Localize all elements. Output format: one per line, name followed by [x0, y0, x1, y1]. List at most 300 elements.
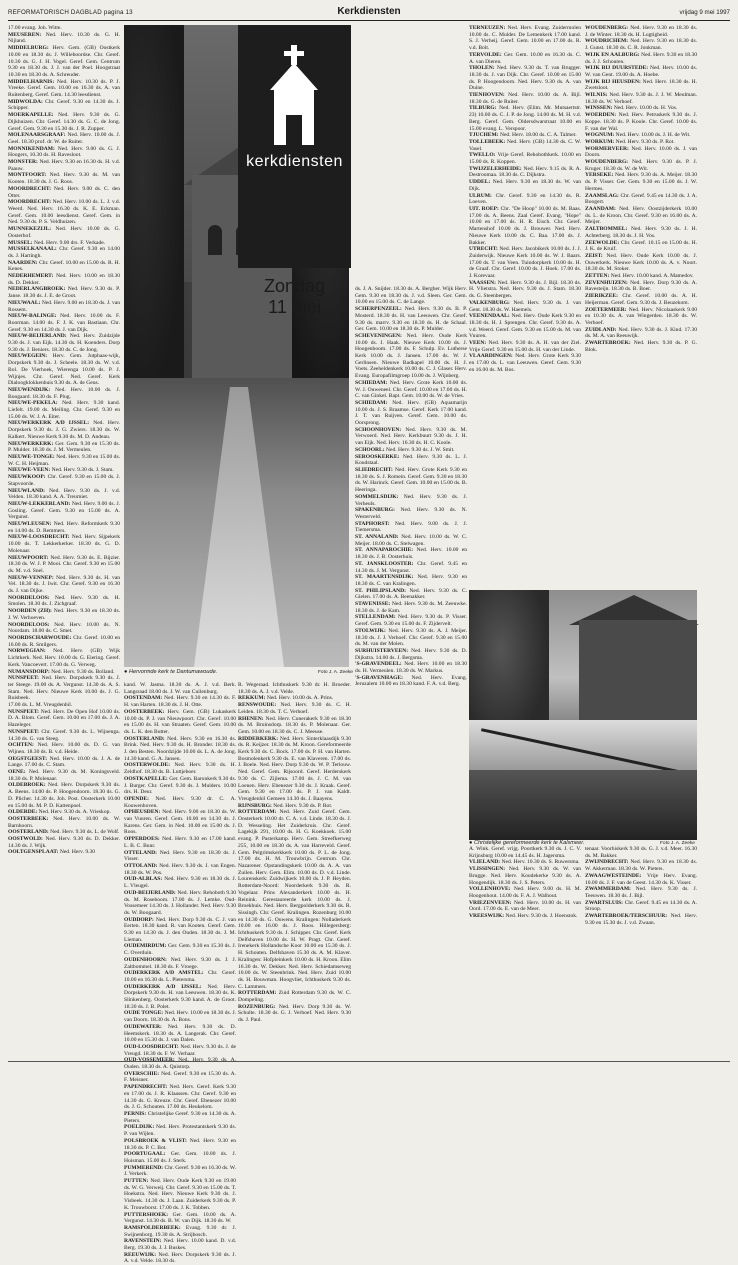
service-details: Ned. Herv. 9.30 ds. D. Heemskerk. 18.30 ds. A. Langerak. Chr. Geref. 10.00 en 15.30 ds. J. van Dalen.: [124, 1023, 236, 1044]
service-details: Ned. Herv. 9.30 ds. M. van Kooten. 18.30 ds. J. G. Roos.: [8, 172, 121, 186]
service-entry: [124, 709, 236, 736]
service-day: Zondag: [263, 276, 326, 296]
place-name: YERSEKE:: [585, 172, 615, 179]
service-details: Ned. Herv. 10.00 en 18.30 ds. D. Dekker.: [8, 273, 120, 286]
service-entry: [469, 105, 581, 132]
service-entry: [469, 913, 581, 920]
service-entry: [355, 588, 467, 601]
service-entry: [124, 762, 236, 775]
service-entry: [8, 454, 120, 467]
service-details: Ned. Herv. 9.30 ds. J. W. Smit.: [385, 446, 455, 453]
service-entry: [585, 240, 697, 253]
service-details: Ned. Herv. 9.30 dr. C. A. Kouwenhoven.: [124, 795, 236, 809]
service-entry: [8, 595, 120, 608]
service-details: Christelijke Geref. 9.30 en 14.30 ds. A. Pieters.: [124, 1111, 237, 1124]
service-details: Ger. Gem. 10.00 ds. J. Huisman. 15.00 ds. J. Sterk.: [124, 1151, 236, 1164]
service-entry: [355, 494, 467, 507]
service-details: Ned. Herv. Evang. Zuidermolen 10.00 ds. C. Mulder. De Lemenkerk 17.00 kand. S. J. Verheij. Geref. Gem. 10.00 en 17.00 ds. R. v.d. Bolt.: [469, 25, 581, 52]
place-name: OPENDE:: [124, 795, 156, 802]
service-details: Chr. Geref. 9.30 ds. L. Wijnenga. 14.30 ds. G. van Steeg.: [8, 728, 120, 742]
place-name: VOLLENHOVE:: [469, 886, 514, 893]
place-name: OTTELAND:: [124, 849, 160, 856]
place-name: NIEUWE-PEKELA:: [8, 400, 63, 407]
service-details: Chr. Geref. 10.00 ds. A. H. Heijerman. Geref. Gem. 9.30 ds. J. Beuzekom.: [585, 293, 697, 306]
place-name: PERNIS:: [124, 1111, 148, 1117]
place-name: ZWAMMERDAM:: [585, 886, 636, 893]
place-name: WIJK BIJ DUURSTEDE:: [585, 65, 650, 72]
place-name: 'S-GRAVENHAGE:: [355, 674, 412, 681]
place-name: NIEUWLEUSEN:: [8, 521, 54, 528]
service-entry: [585, 79, 697, 92]
service-entry: [238, 682, 351, 695]
service-entry: [355, 601, 467, 614]
place-name: ST. ANNAPAROCHIE:: [355, 547, 417, 554]
place-name: MUSSELKANAAL:: [8, 246, 60, 253]
service-entry: [469, 52, 581, 65]
service-details: Ger. Gem. Baronkerk 9.30 ds. J. Burger. Chr. Geref. 9.30 ds. J. Mulders. 10.00 drs. H. Deur.: [124, 775, 236, 796]
service-details: Chr. Geref. 9.30 en 14.30 ds. R. Loeven.: [469, 192, 582, 206]
place-name: NIEUWERKERK A/D IJSSEL:: [8, 420, 94, 427]
listing-column-5-lower: [469, 846, 581, 1056]
service-entry: [585, 159, 697, 172]
place-name: OTTOLAND:: [124, 862, 160, 869]
service-details: Ned. Herv. 9.30 en 15.00 ds. W. C. H. Heijman.: [8, 454, 121, 467]
service-entry: [355, 447, 467, 454]
service-entry: [124, 1252, 236, 1265]
service-entry: [469, 152, 581, 165]
place-name: ZAAMSLAG:: [585, 192, 621, 199]
service-details: Ned. Herv. 9.00 ds. H. M. Hoogenhout. 14.00 ds. F. A. J. Walhout.: [469, 886, 581, 899]
place-name: OOSTERBEEK:: [8, 815, 54, 822]
service-details: Ned. Herv. 9.00 en 18.30 ds. J. van Rossem.: [8, 299, 120, 313]
place-name: NIEUWERKERK:: [8, 440, 56, 447]
service-entry: [238, 695, 351, 702]
service-details: Herv. Gem. (GB) Oostkerk 10.00 en 18.30 ds. J. Willeboordse. Chr. Geref. 10.30 ds. G. J. H. Vogel. Geref. Gem. Centrum 9.30 en 18.30 ds. J. J. van der Poel. Hoogstraat 10.30 en 18.30 ds. A. Schreuder.: [8, 45, 120, 78]
place-name: ST. JANSKLOOSTER:: [355, 560, 418, 567]
service-entry: [469, 139, 581, 152]
service-entry: [585, 913, 697, 926]
service-entry: [8, 648, 120, 668]
service-details: Ger. Gem. 9.30 en 15.30 ds. J. C. Overduin.: [124, 943, 236, 957]
service-details: Ned. Herv. Zuid Geref. Gem. Oosterkerk 10.00 dr. C. A. v.d. Linde. 18.30 ds. J. D. Wesseling. Het Zuiderkruis. Chr. Geref. Lagekijk 291, 10.00 ds. H. G. Koekkoek. 15.00 evang. P. Pasterkamp. Herv. Gem. Streefkerweg 255, 10.00 en 18.30 ds. A. van Harreveld. Geref. Gem. Pelgrimskerkkerk 10.00 ds. P. L. de Jong. 17.00 ds. H. M. Trouwbrijn. Centrum. Chr. Nazarener. Opstandingskerk 10.00 ds. A. A. van Zuilen. Herv. Gem. Elim. 10.00 ds. D. v.d. Linde. Lourenskerk: Zuidwijkerk 10.00 ds. J. P. Heyden. Rotterdam-Noord: Noorderkerk 9.30 ds. R. Vogelaar. Prins Alexanderkerk 10.00 ds. H. Reinink. Gerestaureerde kerk 10.00 ds. J. Broekhuis. Ned. Herv. Bergpolderkerk 9.30 ds. R. Sissingh. Chr. Geref. Kralingen. Rozenburg 10.00 en 14.30 ds. G. Ouwens. Kralingen: Nolladerkerk 10.00 en 16.00 ds. J. Roos. Hillegersberg: Ichthuskerk 9.30 ds. J. Schipper. Chr. Geref. Kerk Delfshaven 10.00 ds. H. W. Pragt. Chr. Geref. Irenekerk Hollandsche Koor 10.00 en 15.30 ds. J. H. Schouten. Delfshaven 15.30 ds. A. M. Klaver. Kralingen: Hofpleinkerk 10.00 ds. H. Kroon. Elim 16.30 ds. W. Dekker. Ned. Herv. Schiedamseweg 10.00 ds. W. Steenbrink. Ned. Herv. Zuid 10.00 ds. H. Bouwman. Hoogvliet, Ichthuskerk 9.30 ds. C. Lammers.: [238, 809, 352, 990]
service-details: Ned. Herv. 9.30 ds. J. J. W. Meulman. 18.30 ds. W. Verhoef.: [585, 92, 697, 105]
church-photo-credit: Foto J. A. Zeeke: [318, 670, 353, 675]
service-details: Ned. Herv. 9.00 ds. G. J. Hoogers, 10.30 ds. H. Ravesloot.: [8, 145, 120, 159]
service-entry: [585, 340, 697, 353]
service-details: kand. W. Jasma. 18.30 ds. A. J. v.d. Berk. Langsraad 18.00 ds. J. W. van Cuilenburg.: [124, 682, 236, 695]
place-name: NIEUWKOOP:: [8, 474, 48, 481]
place-name: NIEUWEGEIN:: [8, 353, 53, 360]
service-entry: [238, 702, 351, 715]
service-details: Ned. Herv. 10.00 ds. W. C. Meijer. 18.00 ds. C. Stelwagen.: [355, 534, 467, 547]
place-name: NOORDELOOS:: [8, 621, 55, 628]
place-name: NOORDSCHARWOUDE:: [8, 634, 74, 641]
place-name: ZWAAGWESTEINDE:: [585, 872, 648, 879]
place-name: MONTFOORT:: [8, 172, 50, 179]
church-icon: [260, 45, 328, 145]
service-entry: [238, 990, 351, 1003]
service-entry: [469, 193, 581, 206]
service-details: Ned. Herv. 9.30 ds. J. J. Zaltbommel. 18.30 ds. F. Vroege.: [124, 956, 236, 970]
service-details: Ned. Herv. 10.00 ds. H. van Oord. 17.00 ds. E. van de Meer.: [469, 899, 581, 913]
service-details: Ned. Herv. 9.30 en 18.30 ds. J. L. Vleugel.: [124, 876, 236, 890]
service-entry: [8, 849, 120, 856]
service-details: Ned. Herv. 10.00 ds. D. G. van Wijnen. 18.30 ds. B. v.d. Heide.: [8, 742, 121, 755]
service-details: Ned. Herv. 10.00 kand. A. Mamedov.: [610, 273, 694, 280]
service-entry: [469, 313, 581, 340]
place-name: ST. PHILIPSLAND:: [355, 587, 410, 594]
service-entry: [124, 1057, 236, 1070]
service-entry: [238, 1004, 351, 1024]
service-details: Ned. Herv. 9.30 ds. P. J. Kruger. 18.30 ds. W. de Wit.: [585, 159, 697, 172]
listing-column-4: [355, 286, 467, 1056]
service-entry: [124, 1165, 236, 1178]
kalsmeer-photo-credit: Foto J. A. Zeeke: [660, 841, 695, 846]
service-entry: [469, 886, 581, 899]
service-entry: [124, 695, 236, 708]
place-name: OENE:: [8, 769, 29, 776]
listing-column-5: [469, 25, 581, 605]
service-entry: [585, 112, 697, 132]
service-details: Ned. Herv. 10.00 ds. N. Noordam. 18.00 ds. C. Smet.: [8, 621, 120, 635]
service-entry: [8, 729, 120, 742]
kalsmeer-photo-caption: ● Christelijke gereformeerde kerk te Kalsmeer.: [469, 840, 585, 846]
service-details: Ned. Herv. Grote Kerk 9.30 en 18.30 ds. S. J. Romein. Geref. Gem. 9.30 en 18.30 ds. W. Harinck. Geref. Gem. 10.00 en 15.00 ds. B. Heeringa.: [355, 466, 468, 494]
service-details: Ned. Herv. 9.30 en 14.30 ds. F. H. van Harten. 18.30 ds. J. H. Otte.: [124, 695, 236, 709]
service-entry: [124, 1071, 236, 1084]
place-name: NIEUWLAND:: [8, 487, 50, 494]
service-details: tenaar. Voorhiskerk 9.30 ds. G. J. v.d. Meer. 16.30 ds. M. Bakker.: [585, 846, 697, 859]
service-entry: [8, 742, 120, 755]
service-entry: [124, 682, 236, 695]
service-details: Ned. Herv. Dorp 9.30 ds. C. J. van Eerten. 18.30 kand. R. van Kooten. Geref. Gem. 9.30 en 14.30 ds. J. den Ouden. 18.30 ds. J. M. Lieman.: [124, 916, 236, 943]
service-details: Ned. Herv. 9.30 ds. A. H. van der Ziel. Vrije Geref. 9.30 en 15.00 ds. H. van der Linde.: [469, 340, 581, 353]
place-name: WOUDENBERG:: [585, 159, 632, 166]
service-details: Ned. Herv. 9.30 en 18.30 ds. C. van Kralingen.: [355, 574, 467, 587]
service-entry: [585, 139, 697, 146]
logo-word: kerkdiensten: [246, 153, 343, 170]
service-entry: [469, 280, 581, 300]
service-entry: [8, 172, 120, 185]
service-entry: [124, 1124, 236, 1137]
place-name: NIEUW-VENNEP:: [8, 574, 57, 581]
service-entry: [238, 736, 351, 803]
place-name: OOLTGENSPLAAT:: [8, 849, 60, 856]
service-entry: [238, 809, 351, 990]
place-name: OOSTERLAND:: [8, 829, 51, 836]
service-details: Ned. Herv. 9.30 ds. A. J. Meijer. 18.30 ds. J. J. Verhoef. Chr. Geref. 9.30 en 15.00 ds. M. van der Molen.: [355, 627, 467, 648]
service-details: Ned. Herv. Grote Kerk 10.00 ds. W. J. Ouweneel. Chr. Geref. 10.00 en 17.00 ds. H. C. van Ginkel. Bapt. Gem. 10.00 ds. W. de Vries.: [355, 379, 467, 400]
place-name: OLDERDE:: [8, 809, 39, 816]
service-entry: [8, 756, 120, 769]
place-name: MEUSEREN:: [8, 31, 46, 38]
service-details: Ned. Herv. 9.30 ds. A. Vrieskop.: [38, 809, 111, 816]
service-entry: [8, 675, 120, 702]
place-name: STAVENISSE:: [355, 601, 392, 608]
listing-column-1: [8, 25, 120, 1055]
service-entry: [585, 280, 697, 293]
service-details: Ned. Herv. 10.00 ds. A. Prins.: [266, 695, 334, 702]
service-details: Ned. Herv. Jacobikerk 10.00 ds. J. J. Zuiderwijk. Nieuwe Kerk 10.00 ds. W. J. Baars. 17.00 ds. T. van Veen. Tuindorpkerk 10.00 ds. H. de Graaf. Chr. Geref. 10.00 ds. J. Hoek. 17.00 ds. J. Korevaar.: [469, 246, 581, 280]
service-entry: [124, 1010, 236, 1023]
service-details: Ned. Herv. 9.30 ds. J. de Vreugd. 18.30 ds. F. W. Verhaar.: [124, 1043, 237, 1057]
place-name: PUMMEREND:: [124, 1164, 165, 1171]
service-entry: [355, 561, 467, 574]
service-details: Ned. Herv. 18.00 ds. C. A. Talmer.: [499, 132, 577, 139]
service-entry: [585, 253, 697, 273]
service-entry: [238, 716, 351, 736]
service-details: Chr. Geref. 9.45 en 14.30 ds. A. Stroop.: [585, 899, 698, 913]
service-entry: [8, 702, 120, 709]
place-name: NEDERLANGBROEK:: [8, 286, 68, 293]
service-details: Ned. Herv. 9.30: [59, 849, 96, 856]
service-entry: [124, 1238, 236, 1251]
place-name: ZOETERMEER:: [585, 306, 629, 313]
place-name: VALKENBURG:: [469, 299, 514, 306]
service-entry: [8, 782, 120, 809]
place-name: RHENEN:: [238, 715, 266, 722]
service-details: A. Wink. Geref. vrijg. Poortkerk 9.30 ds. J. C. V. Krijnsburg 10.00 en 14.45 ds. H. Jagersma.: [469, 846, 581, 859]
service-entry: [585, 105, 697, 112]
place-name: TERVOLDE:: [469, 51, 504, 58]
place-name: MOERKAPELLE:: [8, 112, 59, 119]
service-details: Ned. Herv. 9.30 ds. N. Westerveld.: [355, 507, 467, 520]
place-name: ZWIJNDRECHT:: [585, 859, 631, 866]
service-details: Ned. Herv. Oostzijderkerk 10.00 ds. L. de Kroon. Chr. Geref. 9.30 en 16.00 ds. A. Meijer.: [585, 205, 697, 226]
place-name: TWELLO:: [469, 152, 498, 159]
place-name: REKKUM:: [238, 695, 267, 702]
place-name: REEUWIJK:: [124, 1251, 159, 1258]
service-entry: [469, 353, 581, 373]
place-name: OOSTENDAM:: [124, 695, 165, 702]
service-entry: [124, 943, 236, 956]
place-name: ROZENBURG:: [238, 1003, 279, 1010]
service-details: Ned. Herv. Zuidzijde 9.30 ds. J. van Eijk. 14.30 ds. H. Koenders. Dorp 9.30 ds. J. Beniers. 18.30 ds. C. de Jong.: [8, 333, 121, 353]
service-entry: [585, 38, 697, 51]
service-details: Chr. Geref. 9.45 en 14.30 ds. J. A. Boogert.: [585, 192, 697, 206]
service-details: Ned. Herv. Oude Kerk 10.00 ds. J. Ouwerkerk. Nieuwe Kerk 10.00 ds. A. v. Noort. 18.30 ds. M. Stoker.: [585, 252, 697, 273]
service-entry: [355, 574, 467, 587]
service-entry: [355, 521, 467, 534]
place-name: NIEUW-LEKKERLAND:: [8, 500, 72, 507]
place-name: ULRUM:: [469, 192, 496, 199]
service-entry: [124, 1084, 236, 1111]
service-entry: [355, 648, 467, 661]
service-entry: [8, 226, 120, 239]
place-name: PUTTERSHOEK:: [124, 1211, 173, 1218]
service-details: Ned. Herv. Rehoboth 9.30 ds. M. Roseboom. 17.00 ds. J. Lemke. Oud-Vossemeer 14.30 ds. J. Hollander. Ned. Herv. 9.30 ds. W. Boogaard.: [124, 889, 236, 916]
service-entry: [355, 534, 467, 547]
place-name: TOLLEBEEK:: [469, 138, 507, 145]
service-details: Ned. Herv. 10.00 ds. F. Roorman. 14.00 ds. F. J. K. van Bastiaan. Chr. Geref. 9.30 en 14.30 ds. J. van Dijk.: [8, 313, 120, 333]
service-entry: [355, 467, 467, 494]
service-details: Ned. Herv. Dorp 9.30 ds. W. Schulte. 18.30 ds. G. J. Verhoef. Ned. Herv. 9.30 ds. J. Paul.: [238, 1003, 351, 1024]
place-name: OUDE TONGE:: [124, 1010, 165, 1017]
place-name: NUNSPEET:: [8, 708, 41, 715]
place-name: NUMANSDORP:: [8, 668, 52, 675]
service-entry: [124, 776, 236, 796]
service-entry: [8, 809, 120, 816]
place-name: NIEUWAAL:: [8, 299, 42, 306]
service-details: Ned. Herv. Reformkerk 9.30 en 14.00 ds. D. Remmers.: [8, 521, 120, 534]
service-details: Ned. Herv. 9.30 ds. J. Verheuls.: [355, 493, 467, 507]
place-name: OVERSCHIE:: [124, 1070, 162, 1077]
place-name: NIEUW-BEIJERLAND:: [8, 333, 70, 340]
place-name: VEENENDAAL:: [469, 313, 512, 320]
service-details: Ned. Herv. 9.30 ds. P. Visser. Geref. Gem. 9.30 en 15.00 ds. F. Zijdervelt.: [355, 614, 467, 628]
place-name: SEROOSKERKE:: [355, 453, 403, 460]
service-details: Ned. Herv. 10.00 en 18.30 ds. H. Vermeulen. 18.30 ds. W. Markus.: [355, 661, 467, 675]
place-name: WOUDENBERG:: [585, 25, 631, 31]
place-name: SCHERPENZEEL:: [355, 306, 405, 313]
place-name: ZIERIKZEE:: [585, 293, 623, 300]
service-details: Ned. Herv. 9.30 ds. H. Zeldhof. 18.30 ds. B. Luttjeboer.: [124, 762, 236, 776]
place-name: ROTTERDAM:: [238, 809, 280, 816]
listing-column-6-lower: [585, 846, 697, 1056]
service-entry: [585, 859, 697, 872]
service-details: Ned. Herv. Dorpskerk 9.30 ds. J. ter Steege. 19.00 ds. A. Vergunst. 14.30 ds. A. S. Stam. Ned. Herv. Nieuwe Kerk 10.00 ds. J. G. Ruisbeek.: [8, 675, 120, 702]
service-entry: [355, 306, 467, 333]
service-details: Ned. Herv. 10.00 en 18.30 ds. J. B. Oosterhuis.: [355, 547, 467, 561]
service-details: Ned. Herv. 9.30 ds. Bolland.: [51, 668, 115, 675]
service-details: Ned. Herv. 10.00 ds. L. J. v.d. Weerd. Ned. Herv. 16.30 ds. K. E. Eckman. Geref. Gem. 10.00 leesdienst. Geref. Gem. in Ned. 9.30 ds. P. S. Veldhuizen.: [8, 199, 120, 226]
service-details: Ned. Herv. 10.00 ds. H. Vos.: [613, 105, 678, 112]
service-details: Ned. Herv. Petruskerk 9.30 ds. J. Koppe. 18.30 ds. P. Koole. Chr. Geref. 10.00 ds. F. van der Wal.: [585, 112, 697, 132]
service-details: Ned. Herv. 9.00 en 18.30 ds. W. van Vuuren. Geref. Gem. 10.00 en 14.30 ds. J. Karens. Ger. Gem. in Ned. 10.00 en 15.00 ds. J. Roos.: [124, 809, 236, 836]
service-details: Ned. Herv. Sinterklaasdijk 9.30 ds. R. Keijzer. 18.30 ds. M. Kroon. Gereformeerde Kerk 9.30 ds. C. Bock. 17.00 ds. P. H. van Harten. Bosmolenkerk 9.30 ds. E. van Klaveren. 17.00 ds. J. Boele. Ned. Herv. Dorp 9.30 ds. W. P. Terlouw. Ned. Geref. Gem. Rijsoord. Geref. Herderskerk 9.30 ds. C. Zijlema. 17.00 ds. J. C. M. van Loenen. Herv. Ebenezer 9.30 ds. J. Kraak. Geref. Gem. 9.30 en 17.00 ds. P. J. van Kaldt. Vreugdenhil Gemeen 14.30 ds. J. Baayens.: [238, 735, 352, 802]
place-name: NIEUW-LOOSDRECHT:: [8, 534, 72, 541]
place-name: ZUIDLAND:: [585, 326, 619, 333]
service-entry: [8, 709, 120, 729]
service-entry: [355, 547, 467, 560]
place-name: TILBURG:: [469, 105, 500, 112]
place-name: WILNIS:: [585, 92, 610, 99]
place-name: SCHOORL:: [355, 446, 386, 453]
place-name: WORKUM:: [585, 138, 616, 145]
place-name: VAASSEN:: [469, 279, 498, 286]
page-bottom-rule: [8, 1061, 730, 1062]
service-details: Ned. Herv. 9.15 ds. R. A. Destroomaa. 18.30 ds. C. Dijkstra.: [469, 165, 581, 179]
service-details: Ned. Herv. Oude Kerk 9.30 en 19.00 ds. W. G. Verweij. Chr. Geref. 9.30 en 15.00 ds. T. Hoekstra. Ned. Herv. Nieuwe Kerk 9.30 ds. J. Visbeek. 14.30 ds. J. Laan. Zuiderkerk 9.30 ds. P. K. Trouwborst. 17.00 ds. J. K. Tobben.: [124, 1178, 236, 1211]
service-details: Chr. Geref. 9.30 en 14.00 ds. J. Hartingh.: [8, 246, 120, 259]
kerkdiensten-logo: [238, 25, 351, 268]
service-details: Ned. Herv. 9.30 ds. M. Koningsveld. 18.30 ds. P. Molenaar.: [8, 769, 120, 782]
place-name: POELDIJK:: [124, 1124, 156, 1131]
place-name: WOERDEN:: [585, 112, 619, 119]
service-entry: [8, 246, 120, 259]
service-entry: [8, 555, 120, 575]
place-name: VLISSINGEN:: [469, 866, 509, 873]
service-details: Evang. 9.30 dr. J. Swijnenborg. 19.30 ds. A. Strijbosch.: [124, 1224, 237, 1238]
place-name: ZWARTEBROEK/TERSCHUUR:: [585, 913, 671, 920]
service-details: Ned. Herv. 9.30 ds. A. Meijer. 18.30 ds. P. Visser. Ger. Gem. 9.30 en 15.00 ds. J. W. Hermes.: [585, 172, 697, 192]
place-name: OUD-LOOSDRECHT:: [124, 1043, 181, 1050]
service-details: Ned. Herv. 9.00 ds. J. J. Tiemersma.: [355, 520, 467, 534]
service-details: Ned. Herv. 9.30 ds. J. v.d. Velden. 18.30 kand. A. A. Treurniet.: [8, 487, 120, 501]
service-details: Ned. Herv. 9.30 ds. C. H. Leiden. 18.30 ds. T. C. Verhoef.: [238, 702, 352, 715]
service-entry: [124, 796, 236, 809]
service-details: Ned. Herv. 10.00 ds. A. Bijl. 18.30 ds. G. de Ruiter.: [469, 92, 581, 105]
service-entry: [469, 340, 581, 353]
service-entry: [8, 420, 120, 440]
service-entry: [8, 112, 120, 132]
service-details: Ned. Herv. 9.30 ds. P. Rot.: [273, 802, 333, 809]
service-details: Ned. Herv. 10.00 en 18.30 ds. J. van Doorn. 18.30 ds. A. Bons.: [124, 1010, 236, 1024]
service-entry: [8, 273, 120, 286]
service-details: Ned. Herv. (GB) 14.30 ds. C. W. Vasel.: [469, 138, 581, 152]
service-details: Chr. Geref. 9.45 en 14.30 ds. J. M. Vergunst.: [355, 560, 468, 574]
service-details: Ned. Herv. 9.30 ds. J. H. Achterberg. 18.30 ds. J. H. Vos.: [585, 226, 698, 239]
service-details: Herv. Gem. Jutphaas-wijk, Dorpskerk 9.30 ds. J. Scheele. 18.30 ds. W. v.d. Bol. De Vierhoek, Wierenga 10.00 ds. P. J. Wijnjes. Chr. Geref. Ned. Geref. Kerk Dialoogklokkenhuis 9.30 ds. A. de Geus.: [8, 353, 120, 387]
service-entry: [8, 286, 120, 299]
place-name: NIEUW-BALINGE:: [8, 313, 61, 320]
place-name: MUSSEL:: [8, 239, 35, 246]
service-details: R. Wegeraad. Ichthuskerk 9.30 dr. H. Broeder. 18.30 ds. A. J. v.d. Velde.: [238, 682, 351, 695]
service-details: Ger. Gem. 9.30 en 15.30 ds. P. Mulder. 18.30 ds. J. M. Vermeulen.: [8, 440, 120, 454]
service-details: Ned. Herv. 9.30 en 18.30 ds. W. Akkerman. 18.30 ds. W. Pieters.: [585, 859, 697, 873]
service-details: Ned. Herv. (Elim. Mr. Mutsaertstr. 23) 10.00 ds. C. J. P. de Jong. 14.00 ds. M. H. v.d. Berg. Geref. Gem. Oldersdwarstraat 10.00 en 15.00 evang. L. Verspoor.: [469, 105, 581, 132]
service-details: Herv. Gem. (GB) Lukaskerk 10.00 ds. P. J. van Nieuwpoort. Chr. Geref. 10.00 en 15.00 ds. H. van Straaten. Geref. Gem. 10.00 ds. L. K. den Butter.: [124, 708, 236, 735]
service-entry: [585, 307, 697, 327]
service-details: Ned. Herv. 10.00 ds. J. A. de Lange. 17.00 ds. C. Stam.: [8, 755, 121, 769]
place-name: OOSTKAPELLE:: [124, 775, 170, 782]
place-name: THOLEN:: [469, 65, 497, 72]
masthead-date: vrijdag 9 mei 1997: [679, 9, 730, 16]
service-entry: [355, 286, 467, 306]
place-name: POLSBROEK & VLIST:: [124, 1137, 190, 1144]
place-name: ST. ANNALAND:: [355, 534, 402, 541]
service-details: Chr. Geref. 10.00 en 16.00 ds. R. Smilgers.: [8, 634, 120, 648]
service-entry: [8, 441, 120, 454]
service-entry: [124, 1212, 236, 1225]
place-name: MOLENAARSGRAAF:: [8, 132, 68, 139]
service-details: Ned. Herv. Protestantskerk 9.30 ds. P. van Wijlen.: [124, 1124, 236, 1138]
service-details: Ned. Herv. 9.30 ds. C. Gielen. 17.00 ds. A. Beenakker.: [355, 587, 467, 601]
service-entry: [124, 917, 236, 944]
service-entry: [585, 226, 697, 239]
service-entry: [124, 1111, 236, 1124]
service-details: Ned. Herv. Evang. Jeruzalem 10.00 en 18.30 kand. F. A. v.d. Berg.: [355, 674, 467, 688]
service-details: Ned. Herv. 9.30 ds. J. Bijl. 18.30 ds. H. Vlietstra. Ned. Herv. 9.30 ds. J. Stam. 18.30 ds. G. Steenbergen.: [469, 279, 581, 300]
place-name: PUTTEN:: [124, 1178, 151, 1185]
service-details: Ned. Herv. Nicolaaskerk 9.00 en 10.30 ds. A. van Wingerden. 18.30 ds. W. Verhoef.: [585, 306, 697, 326]
place-name: NIEUWPOORT:: [8, 554, 51, 561]
place-name: UTRECHT:: [469, 246, 500, 253]
service-entry: [8, 300, 120, 313]
service-entry: [124, 876, 236, 889]
service-details: 17.00 ds. L. M. Vreugdenhil.: [8, 702, 73, 709]
service-entry: [8, 186, 120, 199]
service-entry: [585, 92, 697, 105]
service-details: Ned. Herv. 10.00 ds. J. Geel. 18.30 prof. dr. W. de Ruiter.: [8, 132, 120, 145]
service-details: Ned. Herv. 10.00 ds. G. Oosterhof.: [8, 226, 120, 239]
place-name: TERNEUZEN:: [469, 25, 508, 31]
place-name: NIEUWE-TONGE:: [8, 454, 57, 460]
place-name: TIENHOVEN:: [469, 92, 509, 99]
service-details: Ned. Herv. 9.30 en 18.30 ds. J. Gunst. 18.30 ds. C. R. Jonkman.: [585, 38, 697, 52]
service-details: Ned. Herv. Dorpskerk 9.30 ds. J. A. v.d. Velde. 18.30 ds.: [124, 1251, 236, 1265]
service-details: Ned. Herv. Grote Kerk 9.30 en 17.00 ds. L. van Leeuwen. Geref. Gem. 9.30 en 16.00 ds. M. Bos.: [469, 353, 582, 373]
service-details: Vrije Herv. Evang. 10.00 ds. J. F. van de Geest. 14.30 ds. K. Visser.: [585, 872, 697, 886]
service-entry: [8, 353, 120, 387]
place-name: OPHEUSDEN:: [124, 809, 163, 816]
service-entry: [8, 45, 120, 79]
service-entry: [8, 132, 120, 145]
place-name: RAVENSTEIN:: [124, 1238, 164, 1245]
place-name: NUNSPEET:: [8, 728, 42, 735]
place-name: OPPERDOES:: [124, 836, 163, 843]
service-entry: [8, 260, 120, 273]
